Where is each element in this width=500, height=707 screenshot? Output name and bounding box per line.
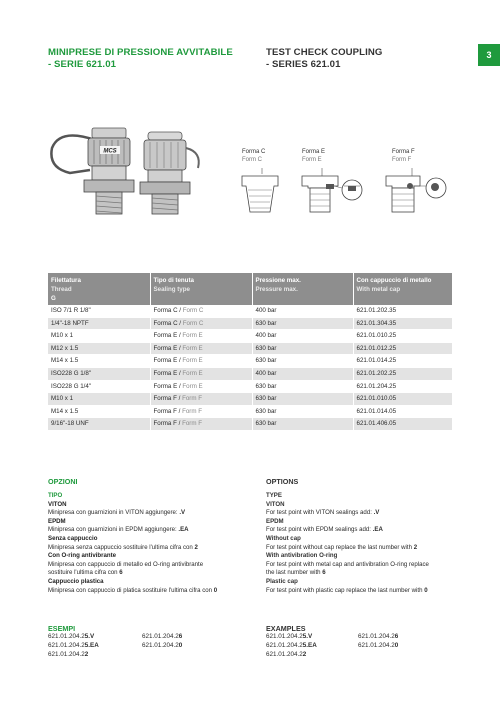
header-pressure-en: Pressure max. <box>255 286 298 293</box>
example-code-base: 621.01.204.2 <box>358 633 395 640</box>
cell-sealing-en: Form C <box>182 307 204 314</box>
cell-sealing <box>150 342 252 355</box>
option-text <box>48 509 258 518</box>
table-row <box>48 355 452 368</box>
cell-sealing-it: Forma F <box>153 420 177 428</box>
example-code-base: 621.01.204.2 <box>266 641 303 649</box>
title-english-line-2: - SERIES 621.01 <box>266 58 341 70</box>
form-diagrams <box>228 168 458 216</box>
cell-thread: M12 x 1.5 <box>48 342 150 355</box>
form-f-english: Form F <box>392 157 412 163</box>
example-code-base: 621.01.204.2 <box>142 641 179 649</box>
example-code-base: 621.01.204.2 <box>142 633 179 640</box>
cell-sealing-separator: / <box>176 420 183 428</box>
cell-sealing <box>150 367 252 380</box>
form-e-label <box>302 148 325 164</box>
examples-it-column-2 <box>142 633 182 651</box>
option-text <box>48 561 258 570</box>
cell-sealing-en: Form E <box>182 344 203 352</box>
option-text <box>266 561 466 570</box>
option-name: With antivibration O-ring <box>266 552 338 560</box>
example-code-bold: 0 <box>394 641 399 649</box>
option-text <box>266 544 466 553</box>
cell-sealing-en: Form C <box>182 319 204 327</box>
cell-thread: ISO228 G 1/4" <box>48 380 150 393</box>
cell-sealing-it: Forma E <box>153 382 178 390</box>
table-row <box>48 367 452 380</box>
option-suffix: .EA <box>178 526 189 534</box>
option-suffix: 2 <box>413 543 418 551</box>
header-thread-extra: G <box>51 295 56 302</box>
cell-sealing-en: Form E <box>182 369 203 377</box>
options-en-heading: OPTIONS <box>266 477 299 486</box>
option-name: Without cap <box>266 534 301 542</box>
cell-sealing-separator: / <box>177 319 183 327</box>
cell-thread: M10 x 1 <box>48 393 150 406</box>
cell-sealing-it: Forma F <box>153 395 177 403</box>
table-row <box>48 418 452 431</box>
examples-en-heading: EXAMPLES <box>266 624 306 633</box>
example-code-base: 621.01.204.2 <box>358 641 395 649</box>
options-it-tipo: TIPO <box>48 492 63 499</box>
cell-code: 621.01.014.25 <box>353 355 452 368</box>
cell-pressure: 630 bar <box>252 380 353 393</box>
option-text-body: For test point with metal cap and antivibration O-ring replace <box>266 560 429 568</box>
cell-thread: 1/4"-18 NPTF <box>48 317 150 330</box>
example-code-base: 621.01.204.2 <box>48 641 85 649</box>
option-suffix: .EA <box>372 526 383 534</box>
table-row <box>48 393 452 406</box>
cell-code: 621.01.010.05 <box>353 393 452 406</box>
option-text-continued <box>266 569 466 578</box>
product-illustration <box>40 118 210 228</box>
options-en-list <box>266 501 466 596</box>
option-text-continued <box>48 569 258 578</box>
form-c-label <box>242 148 265 164</box>
cell-sealing-it: Forma C <box>153 307 178 314</box>
cell-pressure: 630 bar <box>252 393 353 406</box>
option-suffix: .V <box>373 509 380 517</box>
table-header-row <box>48 273 452 305</box>
cell-sealing-separator: / <box>176 407 183 415</box>
option-text-body: Minipresa con guarnizioni in EPDM aggiungere: <box>48 526 179 534</box>
option-name: EPDM <box>266 517 284 525</box>
cell-thread: M14 x 1.5 <box>48 405 150 418</box>
option-text-body-2: the last number with <box>266 569 323 577</box>
option-suffix: 0 <box>424 586 428 594</box>
cell-sealing-en: Form E <box>182 332 203 340</box>
example-code-bold: 2 <box>302 650 307 658</box>
cell-sealing-separator: / <box>177 369 183 377</box>
page-number-tab: 3 <box>478 44 500 66</box>
form-f-italian: Forma F <box>392 149 415 155</box>
cell-sealing-it: Forma C <box>153 319 178 327</box>
form-f-label <box>392 148 415 164</box>
example-code <box>266 651 317 660</box>
cell-thread: 9/16"-18 UNF <box>48 418 150 431</box>
cell-thread: ISO228 G 1/8" <box>48 367 150 380</box>
option-name: Con O-ring antivibrante <box>48 552 117 560</box>
header-thread-en: Thread <box>51 286 72 293</box>
cell-sealing-separator: / <box>177 357 183 365</box>
cell-sealing-it: Forma E <box>153 357 178 365</box>
example-code-bold: 5.EA <box>302 641 317 649</box>
option-text <box>48 587 258 596</box>
example-code-base: 621.01.204.2 <box>48 650 85 658</box>
cell-sealing-it: Forma E <box>153 344 178 352</box>
example-code-base: 621.01.204.2 <box>48 633 85 640</box>
cell-code: 621.01.304.35 <box>353 317 452 330</box>
examples-en-column-2 <box>358 633 398 651</box>
title-italian-line-2: - SERIE 621.01 <box>48 58 117 70</box>
cell-code: 621.01.204.25 <box>353 380 452 393</box>
mcs-logo: MCS <box>103 148 117 155</box>
coupling-with-cap <box>84 128 134 214</box>
option-text-body: Minipresa con cappuccio di platica sostituire l'ultima cifra con <box>48 586 214 594</box>
cell-sealing-it: Forma E <box>153 369 178 377</box>
cell-sealing-separator: / <box>177 332 183 340</box>
cell-sealing-en: Form E <box>182 382 203 390</box>
table-row <box>48 342 452 355</box>
option-name: Senza cappuccio <box>48 534 98 542</box>
title-english <box>266 47 383 70</box>
table-row <box>48 317 452 330</box>
cell-sealing-separator: / <box>177 344 183 352</box>
table-body <box>48 305 452 430</box>
cell-sealing-en: Form F <box>182 395 202 403</box>
option-suffix: 6 <box>322 569 326 577</box>
title-english-line-1: TEST CHECK COUPLING <box>266 47 383 58</box>
cell-pressure: 630 bar <box>252 342 353 355</box>
option-text <box>48 544 258 553</box>
option-text-body: For test point with EPDM sealings add: <box>266 526 373 534</box>
option-suffix: .V <box>179 509 186 517</box>
cell-code: 621.01.202.25 <box>353 367 452 380</box>
example-code-bold: 5.V <box>302 633 313 640</box>
form-c-italian: Forma C <box>242 149 266 155</box>
cell-sealing <box>150 405 252 418</box>
example-code-bold: 5.EA <box>84 641 99 649</box>
option-text-body-2: sostituire l'ultima cifra con <box>48 569 120 577</box>
options-en-type: TYPE <box>266 492 282 499</box>
cell-sealing-separator: / <box>176 395 183 403</box>
cell-code: 621.01.010.25 <box>353 330 452 343</box>
examples-en-column-1 <box>266 633 317 659</box>
option-text-body: Minipresa con guarnizioni in VITON aggiungere: <box>48 509 180 517</box>
example-code-bold: 5.V <box>84 633 95 640</box>
title-italian <box>48 47 233 70</box>
cell-pressure: 630 bar <box>252 405 353 418</box>
option-name: Plastic cap <box>266 577 298 585</box>
header-metal-cap-en: With metal cap <box>356 286 401 293</box>
example-code <box>48 633 99 642</box>
examples-it-heading: ESEMPI <box>48 624 76 633</box>
example-code-bold: 2 <box>84 650 89 658</box>
form-e-diagram <box>302 176 362 212</box>
header-metal-cap <box>353 273 452 305</box>
form-c-english: Form C <box>242 157 262 163</box>
example-code <box>266 642 317 651</box>
option-name: EPDM <box>48 517 66 525</box>
example-code-base: 621.01.204.2 <box>266 633 303 640</box>
header-sealing <box>150 273 252 305</box>
cell-pressure: 400 bar <box>252 305 353 317</box>
cell-code: 621.01.014.05 <box>353 405 452 418</box>
options-it-heading: OPZIONI <box>48 477 78 486</box>
form-f-diagram <box>386 176 446 212</box>
header-pressure-it: Pressione max. <box>255 277 301 284</box>
cell-pressure: 630 bar <box>252 317 353 330</box>
header-metal-cap-it: Con cappuccio di metallo <box>356 277 432 284</box>
cell-sealing-it: Forma E <box>153 332 178 340</box>
form-c-diagram <box>242 176 278 212</box>
cell-thread: ISO 7/1 R 1/8" <box>48 305 150 317</box>
header-sealing-en: Sealing type <box>153 286 190 293</box>
option-text <box>48 526 258 535</box>
cell-thread: M14 x 1.5 <box>48 355 150 368</box>
header-thread-it: Filettatura <box>51 277 81 284</box>
cell-sealing-separator: / <box>177 382 183 390</box>
option-suffix: 6 <box>119 569 123 577</box>
example-code <box>48 651 99 660</box>
cell-sealing <box>150 330 252 343</box>
cell-sealing <box>150 380 252 393</box>
cell-pressure: 400 bar <box>252 367 353 380</box>
cell-sealing-separator: / <box>177 307 183 314</box>
example-code <box>142 642 182 651</box>
cell-sealing <box>150 355 252 368</box>
form-e-english: Form E <box>302 157 322 163</box>
option-suffix: 2 <box>194 543 198 551</box>
examples-it-column-1 <box>48 633 99 659</box>
option-text-body: Minipresa con cappuccio di metallo ed O-ring antivibrante <box>48 560 204 568</box>
table-row <box>48 380 452 393</box>
example-code <box>358 642 398 651</box>
cell-sealing-en: Form F <box>182 420 202 428</box>
cell-sealing <box>150 393 252 406</box>
option-text <box>266 509 466 518</box>
cell-sealing <box>150 305 252 317</box>
option-text-body: For test point with VITON sealings add: <box>266 509 374 517</box>
example-code-bold: 0 <box>178 641 183 649</box>
header-thread <box>48 273 150 305</box>
cell-pressure: 630 bar <box>252 355 353 368</box>
cell-code: 621.01.202.35 <box>353 305 452 317</box>
example-code-bold: 6 <box>394 633 399 640</box>
cell-sealing-en: Form F <box>182 407 202 415</box>
table-row <box>48 305 452 317</box>
option-name: Cappuccio plastica <box>48 577 104 585</box>
options-it-list <box>48 501 258 596</box>
example-code <box>48 642 99 651</box>
example-code-bold: 6 <box>178 633 183 640</box>
option-name: VITON <box>266 500 285 508</box>
cell-sealing-it: Forma F <box>153 407 177 415</box>
cell-pressure: 630 bar <box>252 418 353 431</box>
spec-table <box>48 273 452 431</box>
option-text <box>266 587 466 596</box>
example-code <box>266 633 317 642</box>
cell-sealing <box>150 317 252 330</box>
option-text-body: Minipresa senza cappuccio sostituire l'ultima cifra con <box>48 543 195 551</box>
title-italian-line-1: MINIPRESE DI PRESSIONE AVVITABILE <box>48 47 233 58</box>
option-text-body: For test point with plastic cap replace the last number with <box>266 586 425 594</box>
option-text-body: For test point without cap replace the last number with <box>266 543 414 551</box>
option-suffix: 0 <box>213 586 218 594</box>
options-en-block <box>266 492 466 595</box>
cell-pressure: 400 bar <box>252 330 353 343</box>
header-sealing-it: Tipo di tenuta <box>153 277 194 284</box>
cell-thread: M10 x 1 <box>48 330 150 343</box>
example-code <box>358 633 398 642</box>
table-row <box>48 405 452 418</box>
cell-sealing <box>150 418 252 431</box>
form-e-italian: Forma E <box>302 149 326 155</box>
option-name: VITON <box>48 500 67 508</box>
option-text <box>266 526 466 535</box>
table-row <box>48 330 452 343</box>
coupling-without-cap <box>140 132 199 214</box>
example-code-base: 621.01.204.2 <box>266 650 303 658</box>
header-pressure <box>252 273 353 305</box>
cell-code: 621.01.012.25 <box>353 342 452 355</box>
example-code <box>142 633 182 642</box>
options-it-block <box>48 492 258 595</box>
cell-code: 621.01.406.05 <box>353 418 452 431</box>
cell-sealing-en: Form E <box>182 357 203 365</box>
